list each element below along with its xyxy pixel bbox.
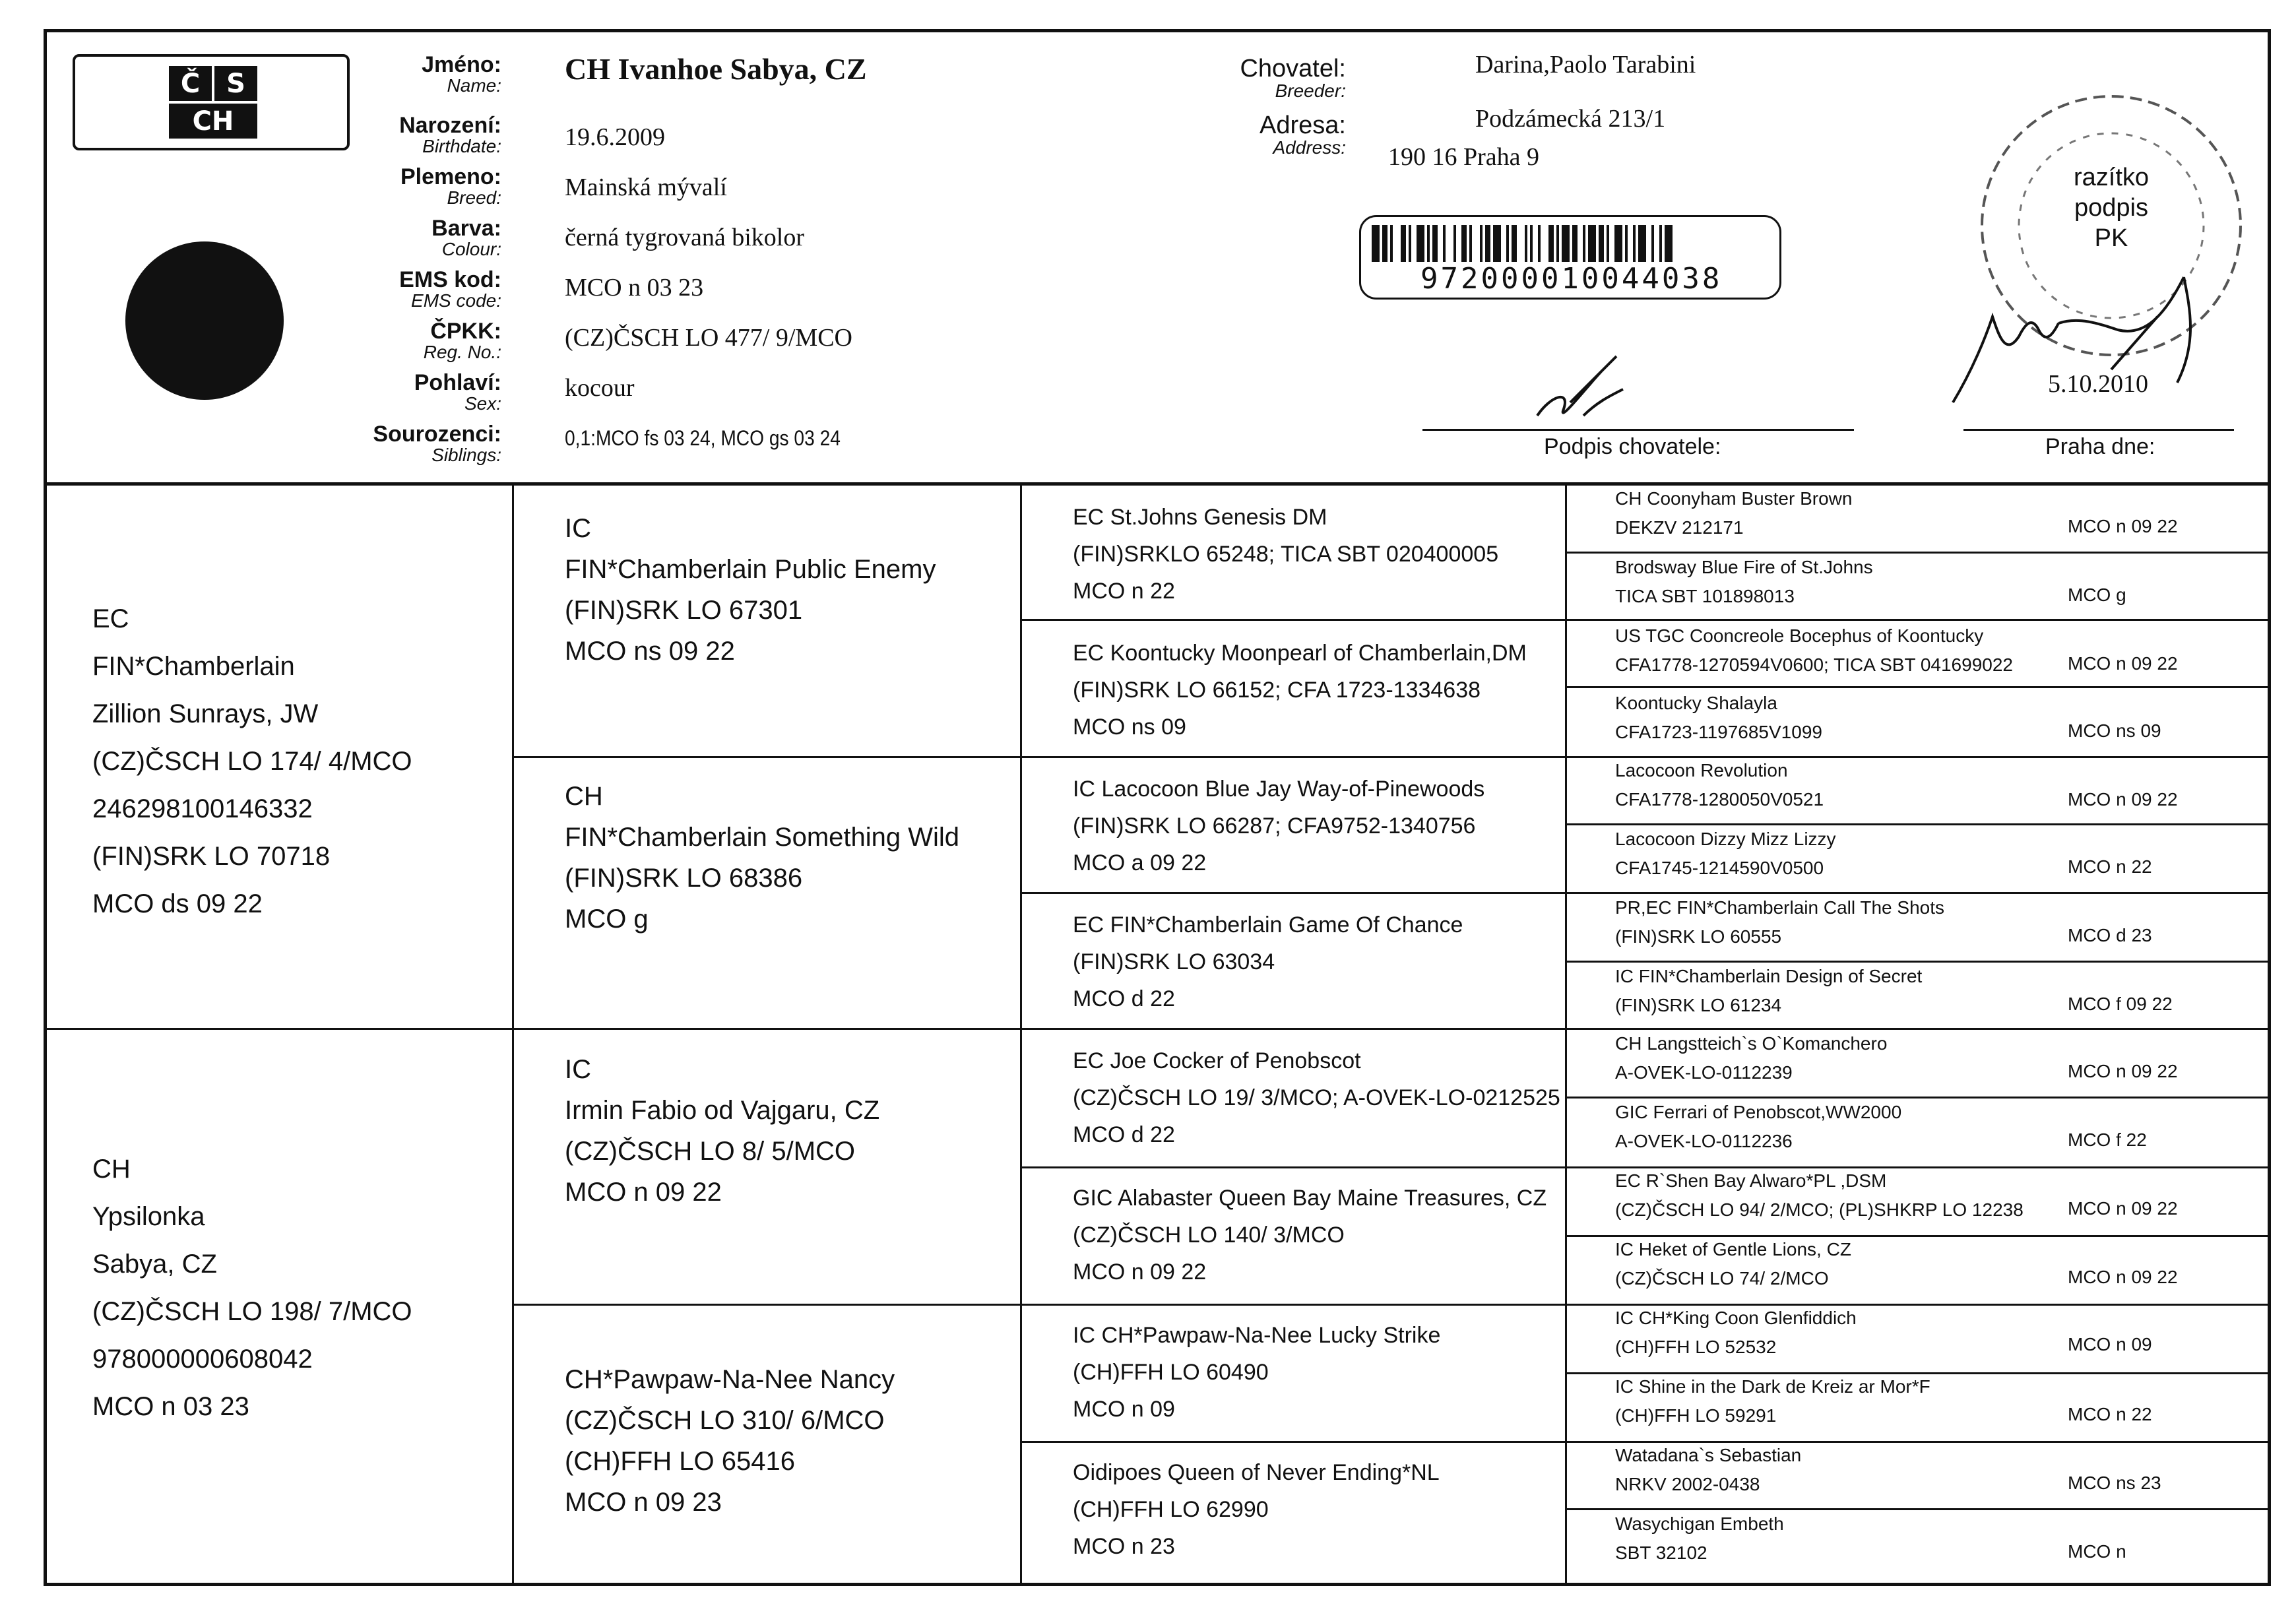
- grid-line: [44, 1028, 2271, 1030]
- barcode-bar: [1493, 225, 1501, 262]
- barcode-bar: [1625, 225, 1628, 262]
- gg-grandparent-cell: Koontucky Shalayla CFA1723-1197685V1099: [1615, 693, 1822, 742]
- logo-letter: S: [214, 66, 257, 101]
- barcode-bar: [1372, 225, 1380, 262]
- great-grandparent-cell: EC Koontucky Moonpearl of Chamberlain,DM (FIN)SRK LO 66152; CFA 1723-1334638 MCO ns 09: [1073, 641, 1527, 740]
- barcode-bar: [1443, 225, 1446, 262]
- grandparent-cell: CH*Pawpaw-Na-Nee Nancy (CZ)ČSCH LO 310/ 6/MCO (CH)FFH LO 65416 MCO n 09 23: [565, 1365, 895, 1517]
- barcode-bar: [1432, 225, 1438, 262]
- gg-grandparent-cell: Wasychigan Embeth SBT 32102: [1615, 1513, 1784, 1563]
- barcode-bar: [1382, 225, 1387, 262]
- date-signature-line: [1963, 429, 2234, 431]
- gg-grandparent-cell: US TGC Cooncreole Bocephus of Koontucky CFA1778-1270594V0600; TICA SBT 041699022: [1615, 625, 2013, 675]
- grid-line: [1020, 484, 1022, 1585]
- barcode-bar: [1409, 225, 1411, 262]
- colour-value: černá tygrovaná bikolor: [565, 224, 804, 251]
- gg-grandparent-cell: CH Coonyham Buster Brown DEKZV 212171: [1615, 488, 1853, 538]
- barcode-bar: [1427, 225, 1430, 262]
- barcode-bar: [1556, 225, 1559, 262]
- gg-grandparent-cell: PR,EC FIN*Chamberlain Call The Shots (FIN)SRK LO 60555: [1615, 897, 1945, 947]
- label-siblings: Sourozenci: Siblings:: [373, 422, 501, 465]
- label-reg-no: ČPKK: Reg. No.:: [423, 319, 501, 362]
- grid-line: [512, 1304, 2271, 1306]
- breeder-signature-line: [1422, 429, 1854, 431]
- grid-line: [1020, 619, 2271, 621]
- siblings-value: 0,1:MCO fs 03 24, MCO gs 03 24: [565, 426, 841, 450]
- logo-letter: CH: [169, 104, 257, 139]
- barcode-bar: [1638, 225, 1646, 262]
- barcode-bar: [1659, 225, 1662, 262]
- grandparent-cell: IC Irmin Fabio od Vajgaru, CZ (CZ)ČSCH LO 8/ 5/MCO MCO n 09 22: [565, 1055, 880, 1207]
- barcode-bar: [1485, 225, 1490, 262]
- stamp-text: razítko podpis PK: [2073, 164, 2150, 252]
- gg-ems-code: MCO n 09 22: [2068, 1267, 2178, 1287]
- sex-value: kocour: [565, 374, 635, 402]
- label-breed: Plemeno: Breed:: [400, 164, 501, 208]
- breeder-value: Darina,Paolo Tarabini: [1475, 51, 1696, 79]
- dam-cell: CH Ypsilonka Sabya, CZ (CZ)ČSCH LO 198/ 7/MCO 978000000608042 MCO n 03 23: [92, 1155, 412, 1421]
- gg-grandparent-cell: IC CH*King Coon Glenfiddich (CH)FFH LO 52532: [1615, 1308, 1857, 1357]
- barcode-bar: [1530, 225, 1533, 262]
- header-separator: [44, 482, 2271, 486]
- barcode-bar: [1607, 225, 1609, 262]
- logo-letter: Č: [169, 66, 212, 101]
- barcode-bar: [1469, 225, 1472, 262]
- great-grandparent-cell: EC Joe Cocker of Penobscot (CZ)ČSCH LO 19/ 3/MCO; A-OVEK-LO-0212525 MCO d 22: [1073, 1048, 1560, 1147]
- gg-ems-code: MCO n: [2068, 1541, 2126, 1562]
- gg-ems-code: MCO ns 09: [2068, 720, 2161, 741]
- label-breeder: Chovatel: Breeder:: [1240, 55, 1346, 101]
- birthdate-value: 19.6.2009: [565, 123, 665, 151]
- gg-ems-code: MCO f 22: [2068, 1130, 2147, 1150]
- great-grandparent-cell: EC St.Johns Genesis DM (FIN)SRKLO 65248; TICA SBT 020400005 MCO n 22: [1073, 505, 1499, 604]
- gg-ems-code: MCO ns 23: [2068, 1473, 2161, 1493]
- breed-value: Mainská mývalí: [565, 174, 727, 201]
- barcode-bar: [1506, 225, 1509, 262]
- barcode-bar: [1453, 225, 1456, 262]
- barcode-bar: [1633, 225, 1636, 262]
- barcode-bar: [1401, 225, 1406, 262]
- gg-grandparent-cell: Lacocoon Revolution CFA1778-1280050V0521: [1615, 760, 1824, 810]
- barcode-bar: [1588, 225, 1596, 262]
- gg-ems-code: MCO n 22: [2068, 1404, 2152, 1424]
- barcode-bar: [1562, 225, 1570, 262]
- gg-grandparent-cell: IC Heket of Gentle Lions, CZ (CZ)ČSCH LO 74/ 2/MCO: [1615, 1239, 1851, 1289]
- gg-grandparent-cell: IC FIN*Chamberlain Design of Secret (FIN)SRK LO 61234: [1615, 966, 1923, 1015]
- sire-cell: EC FIN*Chamberlain Zillion Sunrays, JW (CZ)ČSCH LO 174/ 4/MCO 246298100146332 (FIN)SRK LO 70718 MCO ds 09 22: [92, 604, 412, 918]
- gg-grandparent-cell: Watadana`s Sebastian NRKV 2002-0438: [1615, 1445, 1802, 1494]
- barcode-bar: [1665, 225, 1673, 262]
- gg-ems-code: MCO n 09: [2068, 1334, 2152, 1354]
- breeder-signature: [1524, 343, 1643, 429]
- grid-line: [512, 756, 2271, 758]
- label-birthdate: Narození: Birthdate:: [399, 113, 501, 156]
- great-grandparent-cell: EC FIN*Chamberlain Game Of Chance (FIN)SRK LO 63034 MCO d 22: [1073, 912, 1463, 1011]
- label-address: Adresa: Address:: [1260, 111, 1346, 158]
- label-sex: Pohlaví: Sex:: [414, 370, 501, 414]
- barcode-bar: [1548, 225, 1554, 262]
- gg-ems-code: MCO n 09 22: [2068, 1061, 2178, 1081]
- great-grandparent-cell: IC CH*Pawpaw-Na-Nee Lucky Strike (CH)FFH LO 60490 MCO n 09: [1073, 1323, 1441, 1422]
- gg-ems-code: MCO g: [2068, 585, 2126, 605]
- microchip-barcode: [1359, 215, 1781, 300]
- grandparent-cell: IC FIN*Chamberlain Public Enemy (FIN)SRK LO 67301 MCO ns 09 22: [565, 514, 936, 666]
- barcode-bar: [1538, 225, 1541, 262]
- barcode-bar: [1651, 225, 1654, 262]
- gg-ems-code: MCO n 09 22: [2068, 789, 2178, 810]
- gg-grandparent-cell: Lacocoon Dizzy Mizz Lizzy CFA1745-1214590V0500: [1615, 829, 1836, 878]
- barcode-bar: [1614, 225, 1622, 262]
- gg-ems-code: MCO n 09 22: [2068, 1198, 2178, 1219]
- breeder-signature-label: Podpis chovatele:: [1544, 434, 1721, 459]
- barcode-number: 972000010044038: [1420, 262, 1723, 296]
- ems-code-value: MCO n 03 23: [565, 274, 704, 302]
- great-grandparent-cell: Oidipoes Queen of Never Ending*NL (CH)FFH LO 62990 MCO n 23: [1073, 1460, 1440, 1559]
- gg-ems-code: MCO d 23: [2068, 925, 2152, 945]
- gg-grandparent-cell: Brodsway Blue Fire of St.Johns TICA SBT 101898013: [1615, 557, 1873, 606]
- grid-line: [1565, 484, 1567, 1585]
- gg-ems-code: MCO f 09 22: [2068, 994, 2173, 1014]
- label-colour: Barva: Colour:: [431, 216, 501, 259]
- barcode-bar: [1572, 225, 1578, 262]
- grandparent-cell: CH FIN*Chamberlain Something Wild (FIN)SRK LO 68386 MCO g: [565, 782, 960, 934]
- gg-grandparent-cell: CH Langstteich`s O`Komanchero A-OVEK-LO-0112239: [1615, 1033, 1888, 1083]
- label-name: Jméno: Name:: [422, 52, 501, 96]
- gg-grandparent-cell: IC Shine in the Dark de Kreiz ar Mor*F (CH)FFH LO 59291: [1615, 1376, 1930, 1426]
- photo-dot: [125, 241, 284, 400]
- grid-line: [512, 484, 514, 1585]
- barcode-bar: [1390, 225, 1393, 262]
- great-grandparent-cell: IC Lacocoon Blue Jay Way-of-Pinewoods (FIN)SRK LO 66287; CFA9752-1340756 MCO a 09 22: [1073, 777, 1485, 875]
- reg-no-value: (CZ)ČSCH LO 477/ 9/MCO: [565, 324, 852, 352]
- barcode-bars: [1372, 225, 1768, 265]
- place-date-label: Praha dne:: [2045, 434, 2155, 459]
- gg-ems-code: MCO n 09 22: [2068, 653, 2178, 674]
- barcode-bar: [1417, 225, 1424, 262]
- label-ems-code: EMS kod: EMS code:: [399, 267, 501, 311]
- barcode-bar: [1583, 225, 1585, 262]
- barcode-bar: [1525, 225, 1527, 262]
- gg-ems-code: MCO n 22: [2068, 856, 2152, 877]
- barcode-bar: [1599, 225, 1604, 262]
- cat-name: CH Ivanhoe Sabya, CZ: [565, 52, 867, 86]
- great-grandparent-cell: GIC Alabaster Queen Bay Maine Treasures, CZ (CZ)ČSCH LO 140/ 3/MCO MCO n 09 22: [1073, 1186, 1547, 1285]
- barcode-bar: [1512, 225, 1517, 262]
- gg-grandparent-cell: GIC Ferrari of Penobscot,WW2000 A-OVEK-LO-0112236: [1615, 1102, 1902, 1151]
- grid-line: [1565, 686, 2271, 688]
- address-line-2: 190 16 Praha 9: [1388, 143, 1540, 171]
- barcode-bar: [1461, 225, 1467, 262]
- gg-ems-code: MCO n 09 22: [2068, 516, 2178, 536]
- barcode-bar: [1480, 225, 1483, 262]
- stamp-date: 5.10.2010: [2048, 370, 2148, 398]
- address-line-1: Podzámecká 213/1: [1475, 105, 1666, 133]
- gg-grandparent-cell: EC R`Shen Bay Alwaro*PL ,DSM (CZ)ČSCH LO 94/ 2/MCO; (PL)SHKRP LO 12238: [1615, 1170, 2024, 1220]
